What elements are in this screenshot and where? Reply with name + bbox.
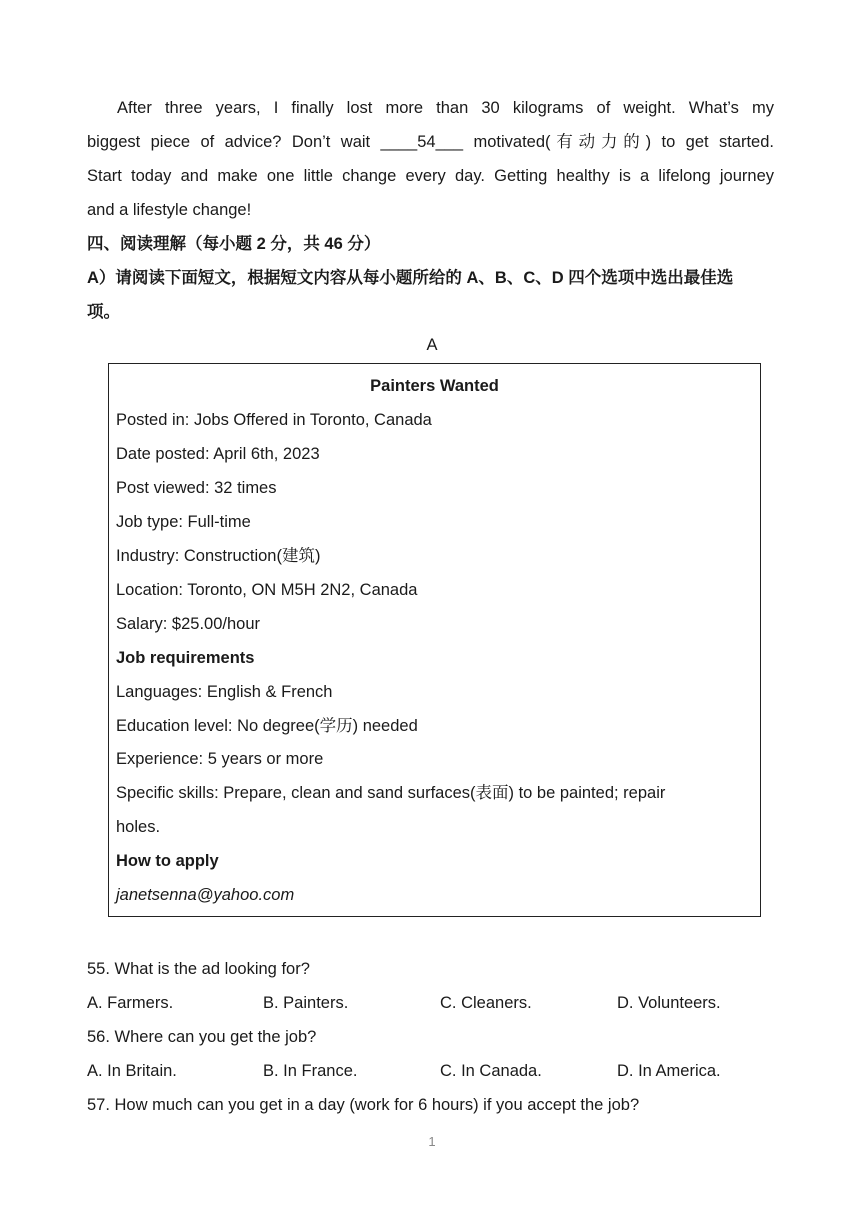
option-d[interactable]: D. Volunteers. (617, 994, 721, 1012)
passage-line: After three years, I finally lost more than 30 kilograms of weight. What’s my (117, 99, 774, 117)
question-56-options (87, 1057, 807, 1085)
ad-salary: Salary: $25.00/hour (116, 615, 261, 633)
option-b[interactable]: B. Painters. (263, 994, 349, 1012)
passage-text (87, 91, 774, 227)
passage-letter: A (426, 336, 438, 354)
option-d[interactable]: D. In America. (617, 1062, 721, 1080)
ad-industry: Industry: Construction(建筑) (116, 547, 321, 565)
page-number: 1 (428, 1134, 436, 1149)
passage-line: and a lifestyle change! (87, 201, 252, 219)
ad-languages: Languages: English & French (116, 683, 333, 701)
job-ad-box (108, 363, 761, 917)
ad-experience: Experience: 5 years or more (116, 750, 324, 768)
question-56: 56. Where can you get the job? (87, 1028, 317, 1046)
ad-location: Location: Toronto, ON M5H 2N2, Canada (116, 581, 418, 599)
section-instruction: A）请阅读下面短文，根据短文内容从每小题所给的 A、B、C、D 四个选项中选出最佳选 (87, 269, 734, 287)
option-b[interactable]: B. In France. (263, 1062, 358, 1080)
option-c[interactable]: C. Cleaners. (440, 994, 532, 1012)
ad-email-link[interactable]: janetsenna@yahoo.com (116, 886, 295, 904)
ad-education: Education level: No degree(学历) needed (116, 717, 418, 735)
ad-title: Painters Wanted (370, 377, 499, 395)
ad-skills-continued: holes. (116, 818, 161, 836)
option-c[interactable]: C. In Canada. (440, 1062, 542, 1080)
ad-job-type: Job type: Full-time (116, 513, 251, 531)
question-55-options (87, 989, 807, 1017)
ad-apply-heading: How to apply (116, 852, 219, 870)
ad-posted-in: Posted in: Jobs Offered in Toronto, Canada (116, 411, 432, 429)
question-57: 57. How much can you get in a day (work for 6 hours) if you accept the job? (87, 1096, 640, 1114)
ad-requirements-heading: Job requirements (116, 649, 255, 667)
question-55: 55. What is the ad looking for? (87, 960, 310, 978)
section-instruction-continued: 项。 (87, 303, 120, 321)
ad-date-posted: Date posted: April 6th, 2023 (116, 445, 320, 463)
option-a[interactable]: A. In Britain. (87, 1062, 177, 1080)
passage-line: Start today and make one little change every day. Getting healthy is a lifelong journey (87, 167, 774, 185)
passage-line: biggest piece of advice? Don’t wait ____54___ motivated(有动力的) to get started. (87, 133, 774, 151)
ad-post-viewed: Post viewed: 32 times (116, 479, 277, 497)
section-title: 四、阅读理解（每小题 2 分，共 46 分） (87, 235, 381, 253)
option-a[interactable]: A. Farmers. (87, 994, 174, 1012)
ad-skills: Specific skills: Prepare, clean and sand surfaces(表面) to be painted; repair (116, 784, 666, 802)
